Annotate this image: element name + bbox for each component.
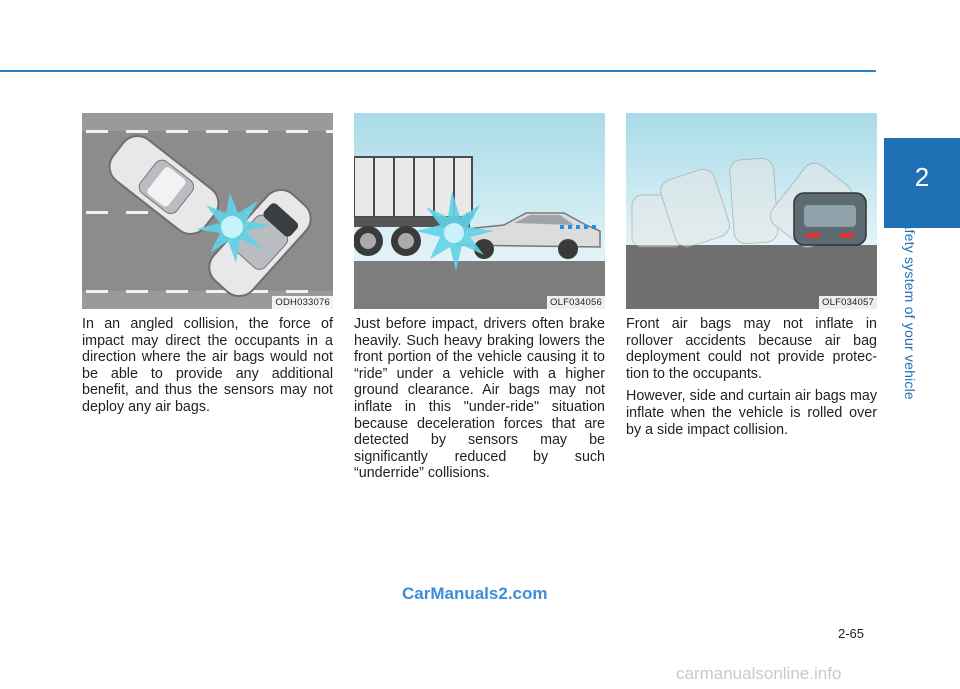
chapter-tab bbox=[884, 138, 960, 228]
page-number: 2-65 bbox=[838, 626, 865, 641]
column-rollover bbox=[626, 113, 877, 438]
underride-illustration bbox=[354, 113, 605, 309]
image-code: OLF034056 bbox=[547, 296, 605, 309]
paragraph: However, side and curtain air bags may inflate when the vehicle is rolled over by a side impact collision. bbox=[626, 388, 877, 438]
rollover-illustration bbox=[626, 113, 877, 309]
footer-watermark: carmanualsonline.info bbox=[676, 664, 842, 683]
column-underride bbox=[354, 113, 605, 482]
watermark-link[interactable]: CarManuals2.com bbox=[402, 584, 548, 603]
chapter-title: Safety system of your vehicle bbox=[902, 212, 918, 400]
paragraph: Just before impact, drivers often brake heavily. Such heavy braking lowers the front portion of the vehicle causing it to “ride” under a vehicle with a higher ground clearance. Air bags may not inflate in this "under-ride" situation because deceleration forces that are detected by sensors may be significantly reduced by such “underride” collisions. bbox=[354, 316, 605, 482]
image-code: ODH033076 bbox=[272, 296, 333, 309]
column-angled-collision bbox=[82, 113, 333, 416]
paragraph: In an angled collision, the force of impact may direct the occupants in a direction where the air bags would not be able to provide any additional benefit, and thus the sensors may not deploy any air bags. bbox=[82, 316, 333, 415]
image-code: OLF034057 bbox=[819, 296, 877, 309]
paragraph: Front air bags may not inflate in rollover accidents because air bag deployment could not provide protec-tion to the occupants. bbox=[626, 316, 877, 382]
header-rule bbox=[0, 70, 876, 72]
angled-collision-illustration bbox=[82, 113, 333, 309]
chapter-number: 2 bbox=[914, 162, 930, 192]
